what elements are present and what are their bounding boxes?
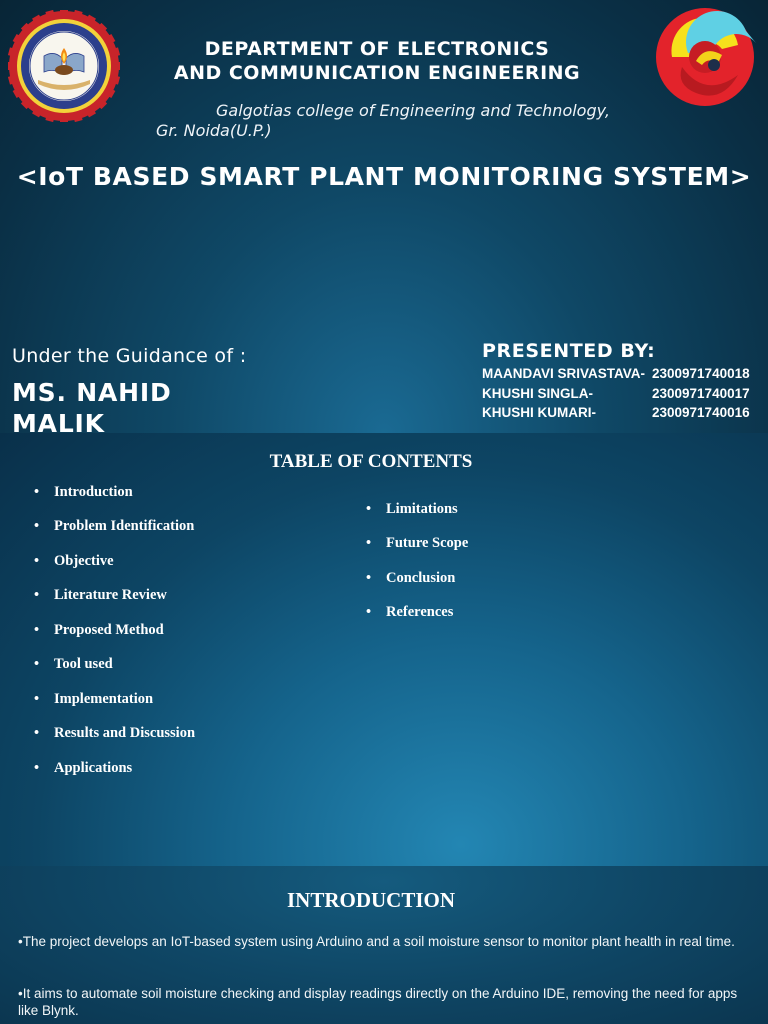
presenter-roll-number: 2300971740016 <box>652 405 750 420</box>
presenter-name: KHUSHI KUMARI- <box>482 405 596 420</box>
guidance-label: Under the Guidance of : <box>12 345 247 367</box>
introduction-paragraph: •It aims to automate soil moisture checking and display readings directly on the Arduino IDE, removing the need for apps like Blynk. <box>18 986 738 1018</box>
presenter-name: KHUSHI SINGLA- <box>482 386 593 401</box>
introduction-slide <box>0 866 768 1024</box>
toc-title: TABLE OF CONTENTS <box>269 451 473 472</box>
introduction-paragraph: •The project develops an IoT-based system using Arduino and a soil moisture sensor to monitor plant health in real time. <box>18 934 735 949</box>
college-location: Gr. Noida(U.P.) <box>156 121 272 140</box>
presenter-name: MAANDAVI SRIVASTAVA- <box>482 366 645 381</box>
table-of-contents-slide: TABLE OF CONTENTS • Introduction • Problem Identification • Objective • Literature Review • Proposed Method • Tool used • Implementation • Results and Discussion • Applications • Limitations • Future Scope • Conclusion • References <box>0 433 768 866</box>
department-line-1: DEPARTMENT OF ELECTRONICS <box>204 38 550 60</box>
department-line-2: AND COMMUNICATION ENGINEERING <box>173 62 581 84</box>
project-title: <IoT BASED SMART PLANT MONITORING SYSTEM> <box>16 162 752 191</box>
guide-name-line-1: MS. NAHID <box>12 378 172 407</box>
guide-name-line-2: MALIK <box>12 409 105 433</box>
presenter-roll-number: 2300971740017 <box>652 386 750 401</box>
college-name: Galgotias college of Engineering and Technology, <box>216 101 610 120</box>
title-slide <box>0 0 768 433</box>
guide-name <box>12 377 252 433</box>
university-seal-logo <box>8 10 120 122</box>
college-swirl-logo <box>652 5 758 107</box>
presented-by-heading: PRESENTED BY: <box>482 340 656 362</box>
presenter-roll-number: 2300971740018 <box>652 366 750 381</box>
introduction-title: INTRODUCTION <box>286 888 456 912</box>
